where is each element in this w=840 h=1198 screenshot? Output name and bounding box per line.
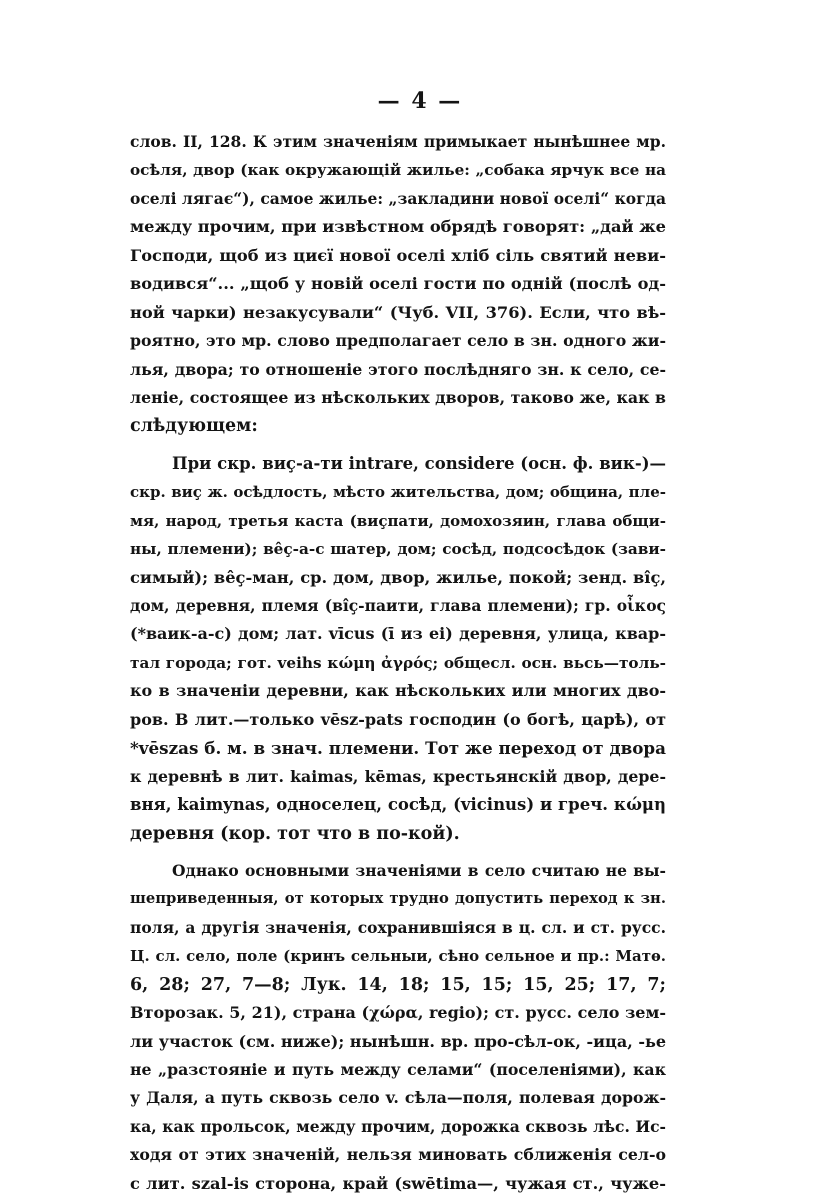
text-line: у Даля, а путь сквозь село v. сѣла—поля, полевая дорож-: [130, 1088, 666, 1108]
page-number: — 4 —: [377, 88, 463, 114]
text-line: роятно, это мр. слово предполагает село в зн. одного жи-: [130, 331, 666, 351]
text-line: ходя от этих значеній, нельзя миновать сближенія сел-о: [130, 1145, 666, 1165]
text-line: вня, kaimynas, односелец, сосѣд, (vicinus) и греч. κώμη: [130, 795, 666, 815]
text-line: ко в значеніи деревни, как нѣскольких или многих дво-: [130, 681, 666, 701]
text-line: поля, а другія значенія, сохранившіяся в ц. сл. и ст. русс.: [130, 917, 666, 937]
text-line: При скр. виç-а-ти intrare, considere (осн. ф. вик-)—: [172, 453, 666, 473]
text-line: дом, деревня, племя (вîç-паити, глава племени); гр. οἶκος: [130, 596, 666, 615]
text-line: к деревнѣ в лит. kaimas, kēmas, крестьянскій двор, дере-: [130, 766, 666, 786]
text-line: с лит. szal-is сторона, край (swētima—, чужая ст., чуже-: [130, 1173, 666, 1193]
text-line: ка, как прольсок, между прочим, дорожка сквозь лѣс. Ис-: [130, 1116, 666, 1136]
text-line: не „разстояніе и путь между селами“ (поселеніями), как: [130, 1060, 666, 1079]
text-line: Ц. сл. село, поле (кринъ сельныи, сѣно сельное и пр.: Матѳ.: [130, 947, 666, 966]
text-line: тал города; гот. veihs κώμη ἀγρός; общесл. осн. вьсь—толь-: [130, 653, 666, 672]
text-line: леніе, состоящее из нѣскольких дворов, таково же, как в: [130, 387, 666, 407]
text-line: шеприведенныя, от которых трудно допустить переход к зн.: [130, 890, 666, 908]
text-line: ной чарки) незакусували“ (Чуб. VII, 376). Если, что вѣ-: [130, 302, 666, 322]
text-line: лья, двора; то отношеніе этого послѣдняго зн. к село, се-: [130, 359, 666, 379]
body-text: [130, 128, 666, 1198]
text-line: ли участок (см. ниже); нынѣшн. вр. про-сѣл-ок, -ица, -ье: [130, 1031, 666, 1051]
text-line: слов. II, 128. К этим значеніям примыкает нынѣшнее мр.: [130, 132, 666, 151]
text-line: между прочим, при извѣстном обрядѣ говорят: „дай же: [130, 217, 666, 237]
text-line: ны, племени); вêç-а-с шатер, дом; сосѣд, подсосѣдок (зави-: [130, 540, 666, 559]
text-line: мя, народ, третья каста (виçпати, домохозяин, глава общи-: [130, 511, 666, 530]
text-line: 6, 28; 27, 7—8; Лук. 14, 18; 15, 15; 15, 25; 17, 7;: [130, 974, 666, 995]
paragraph-2: [130, 450, 666, 848]
text-line: симый); вêç-ман, ср. дом, двор, жилье, покой; зенд. вîç,: [130, 567, 666, 587]
text-line: Однако основными значеніями в село считаю не вы-: [172, 860, 666, 880]
text-line: оселі лягає“), самое жилье: „закладини нової оселі“ когда: [130, 188, 666, 208]
paragraph-3: [130, 857, 666, 1198]
text-line: Второзак. 5, 21), страна (χώρα, regio); ст. русс. село зем-: [130, 1003, 666, 1023]
text-line: осѣля, двор (как окружающій жилье: „собака ярчук все на: [130, 161, 666, 180]
text-line: (*ваик-а-с) дом; лат. vīcus (ī из ei) деревня, улица, квар-: [130, 624, 666, 644]
paragraph-1: [130, 128, 666, 441]
text-line: деревня (кор. тот что в по-кой).: [130, 823, 460, 844]
text-line: *vēszas б. м. в знач. племени. Тот же переход от двора: [130, 738, 666, 759]
text-line: скр. виç ж. осѣдлость, мѣсто жительства, дом; община, пле-: [130, 483, 666, 502]
text-line: слѣдующем:: [130, 416, 258, 437]
text-line: Господи, щоб из циєї новоï оселі хліб сіль святий неви-: [130, 245, 666, 265]
text-line: водився“... „щоб у новій оселі гости по одній (послѣ од-: [130, 274, 666, 294]
text-line: ров. В лит.—только vēsz-pats господин (о богѣ, царѣ), от: [130, 709, 666, 729]
